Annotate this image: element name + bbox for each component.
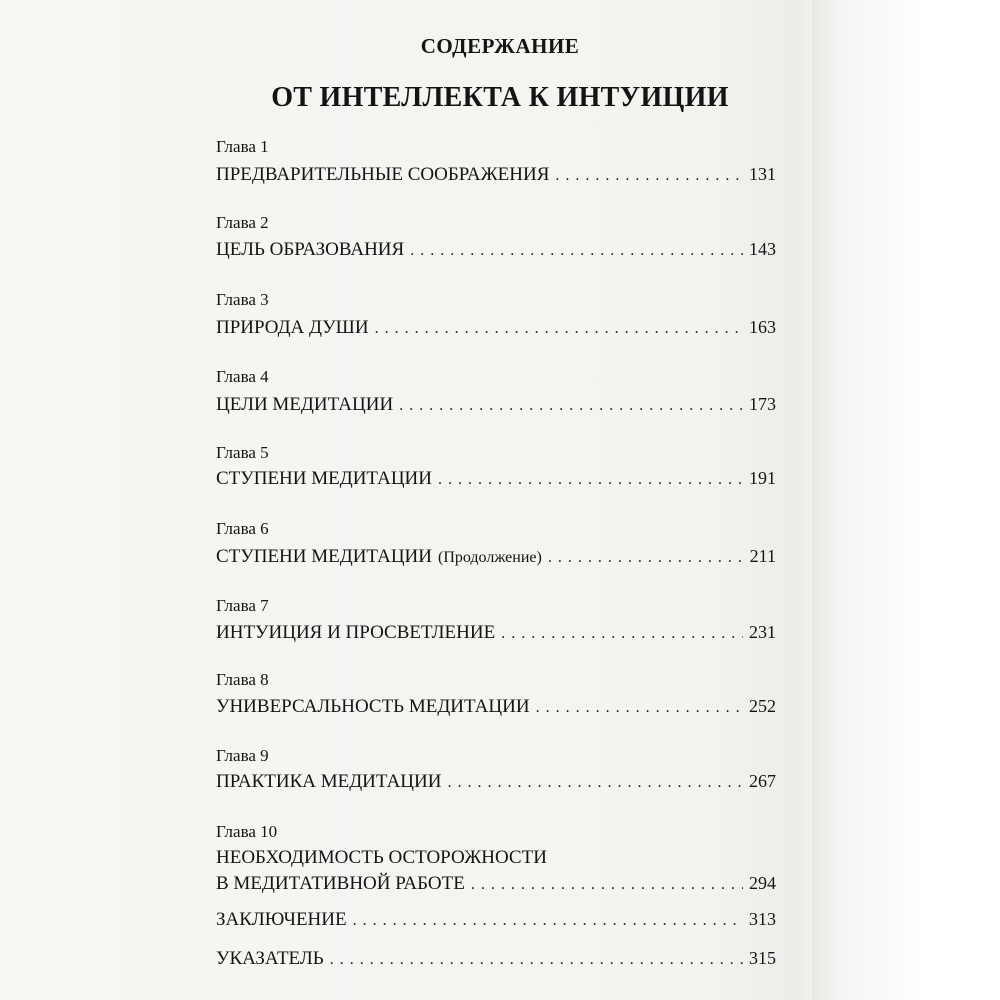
leader-dots [471, 876, 743, 894]
page-number: 143 [749, 239, 776, 259]
page-number: 211 [749, 546, 776, 566]
page-number: 267 [749, 771, 776, 791]
leader-dots [501, 625, 743, 643]
leader-dots [353, 912, 743, 930]
chapter-title: ИНТУИЦИЯ И ПРОСВЕТЛЕНИЕ [216, 622, 496, 643]
toc-entry-index[interactable] [216, 948, 776, 972]
contents-heading: СОДЕРЖАНИЕ [420, 34, 580, 58]
chapter-title: СТУПЕНИ МЕДИТАЦИИ [216, 468, 432, 489]
leader-dots [399, 397, 743, 415]
page-number: 252 [749, 696, 776, 716]
section-title: ЗАКЛЮЧЕНИЕ [216, 909, 347, 930]
chapter-title: В МЕДИТАТИВНОЙ РАБОТЕ [216, 873, 465, 894]
toc-entry[interactable] [216, 394, 776, 418]
chapter-title: СТУПЕНИ МЕДИТАЦИИ [216, 546, 432, 567]
toc-entry[interactable] [216, 873, 776, 897]
chapter-label: Глава 8 [216, 670, 269, 689]
chapter-title: ЦЕЛИ МЕДИТАЦИИ [216, 394, 394, 415]
page-number: 313 [749, 909, 776, 929]
page-edge [812, 0, 1000, 1000]
leader-dots [438, 471, 743, 489]
leader-dots [548, 549, 744, 567]
page-number: 294 [749, 873, 776, 893]
page-number: 231 [749, 622, 776, 642]
toc-entry-conclusion[interactable] [216, 909, 776, 933]
page-number: 191 [749, 468, 776, 488]
toc-entry[interactable] [216, 546, 776, 570]
page-number: 131 [749, 164, 776, 184]
chapter-label: Глава 7 [216, 596, 269, 615]
chapter-subtitle: (Продолжение) [437, 549, 542, 566]
toc-entry[interactable] [216, 239, 776, 263]
page-number: 163 [749, 317, 776, 337]
chapter-label: Глава 6 [216, 519, 269, 538]
leader-dots [447, 774, 743, 792]
leader-dots [330, 951, 743, 969]
chapter-label: Глава 2 [216, 213, 269, 232]
toc-entry[interactable] [216, 317, 776, 341]
chapter-label: Глава 1 [216, 137, 269, 156]
book-title: ОТ ИНТЕЛЛЕКТА К ИНТУИЦИИ [271, 82, 729, 113]
chapter-title: ПРЕДВАРИТЕЛЬНЫЕ СООБРАЖЕНИЯ [216, 164, 550, 185]
toc-entry[interactable] [216, 468, 776, 492]
toc-entry[interactable] [216, 622, 776, 646]
chapter-label: Глава 4 [216, 367, 269, 386]
chapter-title: УНИВЕРСАЛЬНОСТЬ МЕДИТАЦИИ [216, 696, 530, 717]
chapter-label: Глава 9 [216, 746, 269, 765]
chapter-label: Глава 10 [216, 822, 278, 841]
page-number: 315 [749, 948, 776, 968]
leader-dots [536, 699, 743, 717]
toc-entry[interactable] [216, 771, 776, 795]
section-title: УКАЗАТЕЛЬ [216, 948, 324, 969]
toc-entry[interactable] [216, 164, 776, 188]
page-number: 173 [749, 394, 776, 414]
leader-dots [410, 242, 743, 260]
toc-entry[interactable] [216, 696, 776, 720]
chapter-title: ПРИРОДА ДУШИ [216, 317, 369, 338]
chapter-title: ПРАКТИКА МЕДИТАЦИИ [216, 771, 442, 792]
chapter-title-line1: НЕОБХОДИМОСТЬ ОСТОРОЖНОСТИ [216, 847, 547, 868]
chapter-title: ЦЕЛЬ ОБРАЗОВАНИЯ [216, 239, 405, 260]
leader-dots [555, 167, 743, 185]
chapter-label: Глава 5 [216, 443, 269, 462]
chapter-label: Глава 3 [216, 290, 269, 309]
leader-dots [375, 320, 743, 338]
